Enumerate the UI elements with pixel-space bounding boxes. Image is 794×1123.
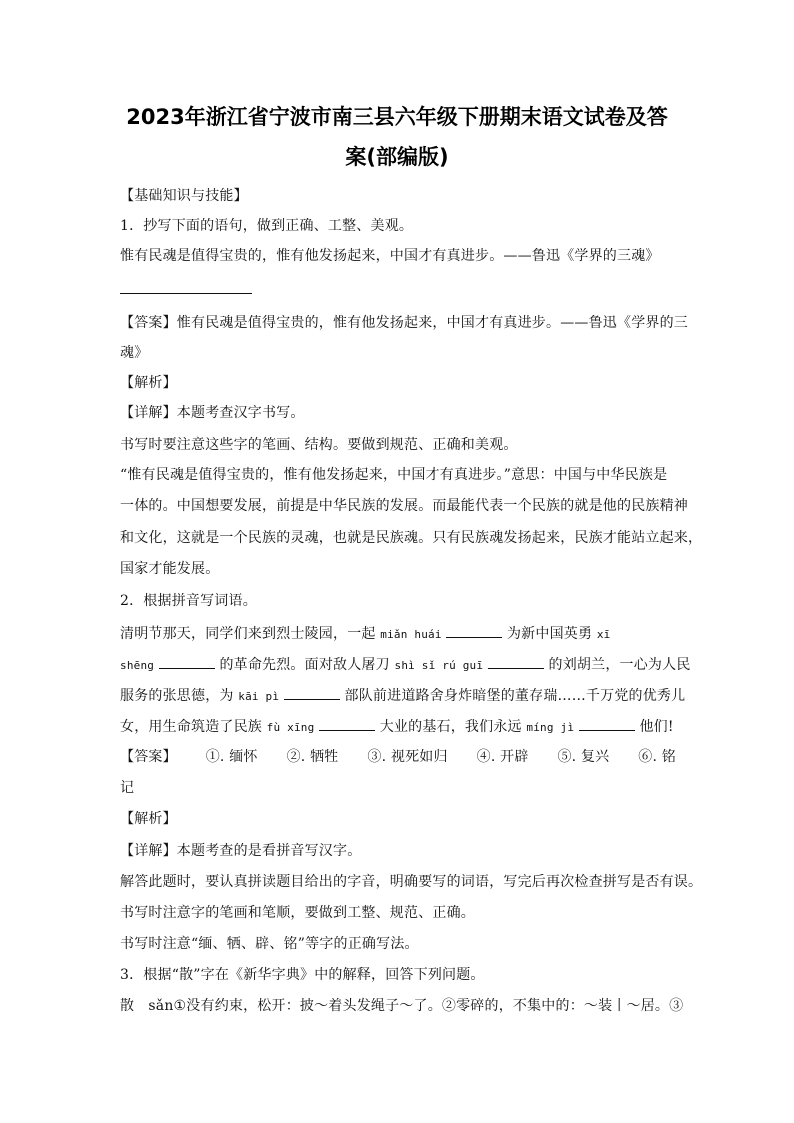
doc-title-cont: 案(部编版) <box>345 145 449 169</box>
q2-line-2 <box>120 655 691 675</box>
q2-answer-item: ③. 视死如归 <box>367 749 448 765</box>
q3-stem: 3．根据“散”字在《新华字典》中的解释，回答下列问题。 <box>120 967 485 983</box>
q1-detail-3: “惟有民魂是值得宝贵的，惟有他发扬起来，中国才有真进步。”意思：中国与中华民族是 <box>120 467 668 483</box>
section-heading: 【基础知识与技能】 <box>120 188 248 204</box>
q2-text: 的革命先烈。面对敌人屠刀 <box>219 657 390 673</box>
pinyin-2: xī <box>596 628 611 641</box>
answer-blank[interactable] <box>579 717 635 731</box>
pinyin-4: kāi pì <box>238 690 280 703</box>
q2-text: 女，用生命筑造了民族 <box>120 719 262 735</box>
q2-line-1 <box>120 624 676 644</box>
q2-detail-2: 解答此题时，要认真拼读题目给出的字音，明确要写的词语，写完后再次检查拼写是否有误。 <box>120 874 703 890</box>
q2-answer-item: ④. 开辟 <box>476 749 529 765</box>
q2-text: 的刘胡兰，一心为人民 <box>548 657 691 673</box>
answer-blank[interactable] <box>284 686 340 700</box>
pinyin-3: shì sǐ rú guī <box>394 659 484 672</box>
q2-answer-row <box>120 748 676 766</box>
doc-title: 2023年浙江省宁波市南三县六年级下册期末语文试卷及答 <box>126 105 668 129</box>
q3-definition: 散 sǎn①没有约束，松开：披～着头发绳子～了。②零碎的，不集中的：～装丨～居。③ <box>120 998 684 1014</box>
q2-line-4 <box>120 717 676 737</box>
q2-line-3 <box>120 686 686 706</box>
q2-answer-item: ①. 缅怀 <box>205 749 258 765</box>
q1-text: 惟有民魂是值得宝贵的，惟有他发扬起来，中国才有真进步。——鲁迅《学界的三魂》 <box>120 248 660 264</box>
q2-stem: 2．根据拼音写词语。 <box>120 593 257 609</box>
pinyin-2-cont: shēng <box>120 659 155 672</box>
answer-blank[interactable] <box>446 624 502 638</box>
q1-detail-6: 国家才能发展。 <box>120 561 220 577</box>
q2-jiexi: 【解析】 <box>120 811 177 827</box>
q2-text: 他们! <box>639 719 674 735</box>
q2-detail-1: 【详解】本题考查的是看拼音写汉字。 <box>120 843 362 859</box>
q2-answer-cont: 记 <box>120 780 135 796</box>
q2-text: 服务的张思德，为 <box>120 688 234 704</box>
q1-detail-1: 【详解】本题考查汉字书写。 <box>120 405 305 421</box>
q2-text: 大业的基石，我们永远 <box>379 719 522 735</box>
pinyin-5: fù xīng <box>266 721 315 734</box>
pinyin-1: miǎn huái <box>380 628 442 641</box>
q2-text: 清明节那天，同学们来到烈士陵园，一起 <box>120 626 376 642</box>
q2-detail-4: 书写时注意“缅、牺、辟、铭”等字的正确写法。 <box>120 936 419 952</box>
q1-detail-4: 一体的。中国想要发展，前提是中华民族的发展。而最能代表一个民族的就是他的民族精神 <box>120 498 688 514</box>
answer-blank[interactable] <box>159 655 215 669</box>
q1-detail-2: 书写时要注意这些字的笔画、结构。要做到规范、正确和美观。 <box>120 437 518 453</box>
answer-blank[interactable] <box>319 717 375 731</box>
q1-answer-cont: 魂》 <box>120 345 149 361</box>
q2-answer-label: 【答案】 <box>120 749 177 765</box>
q2-answer-item: ⑤. 复兴 <box>557 749 610 765</box>
q1-answer: 【答案】惟有民魂是值得宝贵的，惟有他发扬起来，中国才有真进步。——鲁迅《学界的三 <box>120 315 688 331</box>
q1-stem: 1．抄写下面的语句，做到正确、工整、美观。 <box>120 218 414 234</box>
q2-answer-item: ⑥. 铭 <box>638 749 676 765</box>
q2-text: 为新中国英勇 <box>506 626 593 642</box>
q2-detail-3: 书写时注意字的笔画和笔顺，要做到工整、规范、正确。 <box>120 905 475 921</box>
q2-text: 部队前进道路舍身炸暗堡的董存瑞……千万党的优秀儿 <box>344 688 686 704</box>
q1-jiexi: 【解析】 <box>120 375 177 391</box>
answer-blank[interactable] <box>488 655 544 669</box>
q2-answer-item: ②. 牺牲 <box>286 749 339 765</box>
q1-detail-5: 和文化，这就是一个民族的灵魂，也就是民族魂。只有民族魂发扬起来，民族才能站立起来， <box>120 530 703 546</box>
pinyin-6: míng jì <box>526 721 575 734</box>
copy-line <box>120 293 252 294</box>
